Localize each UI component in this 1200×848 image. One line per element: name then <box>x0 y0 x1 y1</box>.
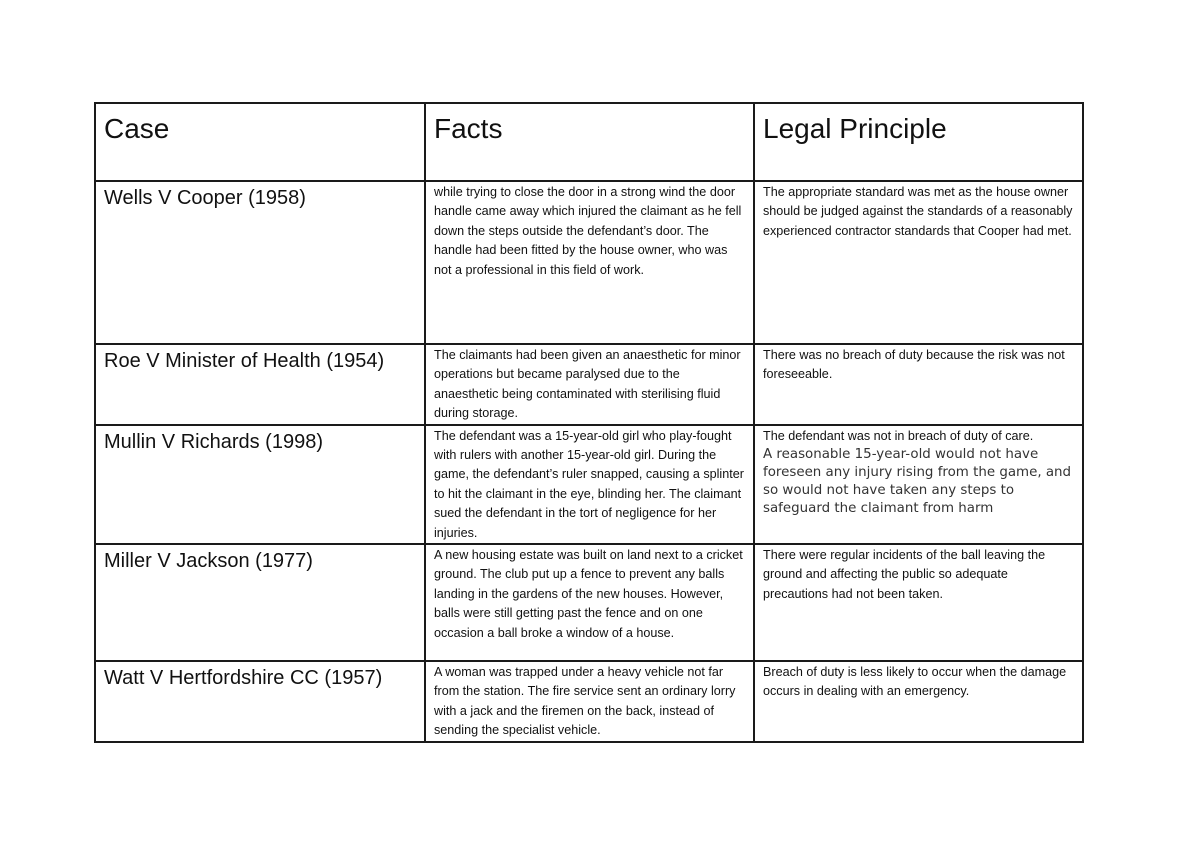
table-row <box>95 425 1083 544</box>
header-facts: Facts <box>425 103 754 181</box>
case-principle <box>754 344 1083 425</box>
case-facts: The claimants had been given an anaesthetic for minor operations but became paralysed due to the anaesthetic being contaminated with sterilising fluid during storage. <box>425 344 754 425</box>
principle-text: The defendant was not in breach of duty of care. <box>763 428 1034 443</box>
header-case: Case <box>95 103 425 181</box>
case-principle <box>754 181 1083 344</box>
case-name: Watt V Hertfordshire CC (1957) <box>95 661 425 742</box>
table-row <box>95 344 1083 425</box>
case-name: Mullin V Richards (1998) <box>95 425 425 544</box>
principle-text: The appropriate standard was met as the house owner should be judged against the standards of a reasonably experienced contractor standards that Cooper had met. <box>763 185 1073 238</box>
case-facts: The defendant was a 15-year-old girl who play-fought with rulers with another 15-year-old girl. During the game, the defendant’s ruler snapped, causing a splinter to hit the claimant in the eye, blinding her. The claimant sued the defendant in the tort of negligence for her injuries. <box>425 425 754 544</box>
header-row <box>95 103 1083 181</box>
header-legal-principle: Legal Principle <box>754 103 1083 181</box>
case-name: Miller V Jackson (1977) <box>95 544 425 661</box>
principle-extra-text: A reasonable 15-year-old would not have foreseen any injury rising from the game, and so would not have taken any steps to safeguard the claimant from harm <box>763 447 1072 517</box>
table-row <box>95 661 1083 742</box>
principle-text: There was no breach of duty because the risk was not foreseeable. <box>763 348 1065 382</box>
case-principle <box>754 661 1083 742</box>
case-facts: A woman was trapped under a heavy vehicle not far from the station. The fire service sent an ordinary lorry with a jack and the firemen on the back, instead of sending the specialist vehicle. <box>425 661 754 742</box>
principle-text: Breach of duty is less likely to occur when the damage occurs in dealing with an emergency. <box>763 665 1067 699</box>
case-principle <box>754 425 1083 544</box>
case-principle <box>754 544 1083 661</box>
table-row <box>95 181 1083 344</box>
case-facts: while trying to close the door in a strong wind the door handle came away which injured the claimant as he fell down the steps outside the defendant’s door. The handle had been fitted by the house owner, who was not a professional in this field of work. <box>425 181 754 344</box>
case-name: Roe V Minister of Health (1954) <box>95 344 425 425</box>
principle-text: There were regular incidents of the ball leaving the ground and affecting the public so adequate precautions had not been taken. <box>763 548 1046 601</box>
case-facts: A new housing estate was built on land next to a cricket ground. The club put up a fence to prevent any balls landing in the gardens of the new houses. However, balls were still getting past the fence and on one occasion a ball broke a window of a house. <box>425 544 754 661</box>
table-row <box>95 544 1083 661</box>
case-law-table <box>94 102 1084 743</box>
case-name: Wells V Cooper (1958) <box>95 181 425 344</box>
